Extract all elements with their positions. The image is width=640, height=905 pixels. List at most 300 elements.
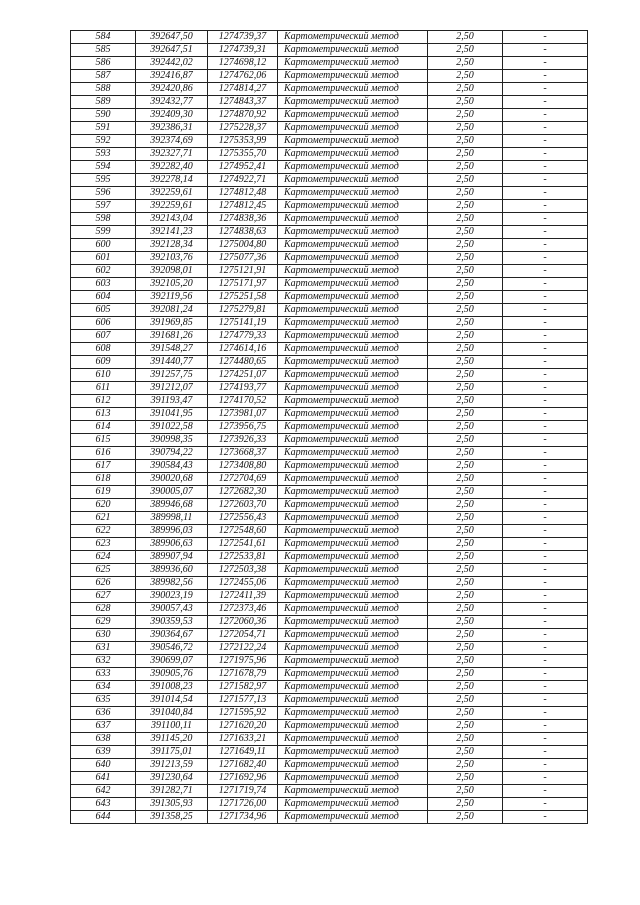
note-cell: -	[503, 239, 588, 252]
table-row	[71, 447, 588, 460]
note-cell: -	[503, 252, 588, 265]
y-coordinate-cell: 1271633,21	[208, 733, 278, 746]
method-cell: Картометрический метод	[278, 681, 428, 694]
point-number-cell: 599	[71, 226, 136, 239]
table-row	[71, 460, 588, 473]
method-cell: Картометрический метод	[278, 525, 428, 538]
x-coordinate-cell: 389907,94	[136, 551, 208, 564]
y-coordinate-cell: 1272122,24	[208, 642, 278, 655]
point-number-cell: 623	[71, 538, 136, 551]
table-row	[71, 200, 588, 213]
table-row	[71, 239, 588, 252]
y-coordinate-cell: 1272373,46	[208, 603, 278, 616]
x-coordinate-cell: 389998,11	[136, 512, 208, 525]
x-coordinate-cell: 392141,23	[136, 226, 208, 239]
y-coordinate-cell: 1272682,30	[208, 486, 278, 499]
table-row	[71, 343, 588, 356]
accuracy-cell: 2,50	[428, 304, 503, 317]
y-coordinate-cell: 1272541,61	[208, 538, 278, 551]
y-coordinate-cell: 1271649,11	[208, 746, 278, 759]
point-number-cell: 605	[71, 304, 136, 317]
x-coordinate-cell: 389946,68	[136, 499, 208, 512]
point-number-cell: 621	[71, 512, 136, 525]
point-number-cell: 644	[71, 811, 136, 824]
accuracy-cell: 2,50	[428, 421, 503, 434]
point-number-cell: 593	[71, 148, 136, 161]
note-cell: -	[503, 785, 588, 798]
point-number-cell: 587	[71, 70, 136, 83]
accuracy-cell: 2,50	[428, 772, 503, 785]
table-row	[71, 304, 588, 317]
method-cell: Картометрический метод	[278, 70, 428, 83]
table-row	[71, 629, 588, 642]
table-row	[71, 265, 588, 278]
note-cell: -	[503, 44, 588, 57]
accuracy-cell: 2,50	[428, 265, 503, 278]
x-coordinate-cell: 390699,07	[136, 655, 208, 668]
table-row	[71, 135, 588, 148]
y-coordinate-cell: 1274812,45	[208, 200, 278, 213]
point-number-cell: 607	[71, 330, 136, 343]
method-cell: Картометрический метод	[278, 278, 428, 291]
method-cell: Картометрический метод	[278, 486, 428, 499]
x-coordinate-cell: 391212,07	[136, 382, 208, 395]
note-cell: -	[503, 603, 588, 616]
x-coordinate-cell: 389906,63	[136, 538, 208, 551]
table-row	[71, 616, 588, 629]
y-coordinate-cell: 1271682,40	[208, 759, 278, 772]
accuracy-cell: 2,50	[428, 694, 503, 707]
table-row	[71, 382, 588, 395]
table-row	[71, 408, 588, 421]
point-number-cell: 584	[71, 31, 136, 44]
y-coordinate-cell: 1274193,77	[208, 382, 278, 395]
accuracy-cell: 2,50	[428, 278, 503, 291]
x-coordinate-cell: 391213,59	[136, 759, 208, 772]
accuracy-cell: 2,50	[428, 746, 503, 759]
method-cell: Картометрический метод	[278, 590, 428, 603]
method-cell: Картометрический метод	[278, 31, 428, 44]
accuracy-cell: 2,50	[428, 317, 503, 330]
point-number-cell: 614	[71, 421, 136, 434]
accuracy-cell: 2,50	[428, 330, 503, 343]
y-coordinate-cell: 1275171,97	[208, 278, 278, 291]
table-row	[71, 772, 588, 785]
method-cell: Картометрический метод	[278, 408, 428, 421]
x-coordinate-cell: 392409,30	[136, 109, 208, 122]
y-coordinate-cell: 1274779,33	[208, 330, 278, 343]
method-cell: Картометрический метод	[278, 265, 428, 278]
note-cell: -	[503, 213, 588, 226]
y-coordinate-cell: 1271582,97	[208, 681, 278, 694]
accuracy-cell: 2,50	[428, 460, 503, 473]
method-cell: Картометрический метод	[278, 252, 428, 265]
x-coordinate-cell: 391230,64	[136, 772, 208, 785]
accuracy-cell: 2,50	[428, 395, 503, 408]
table-row	[71, 421, 588, 434]
accuracy-cell: 2,50	[428, 655, 503, 668]
y-coordinate-cell: 1271595,92	[208, 707, 278, 720]
table-row	[71, 161, 588, 174]
y-coordinate-cell: 1273956,75	[208, 421, 278, 434]
accuracy-cell: 2,50	[428, 681, 503, 694]
x-coordinate-cell: 392103,76	[136, 252, 208, 265]
method-cell: Картометрический метод	[278, 720, 428, 733]
note-cell: -	[503, 200, 588, 213]
method-cell: Картометрический метод	[278, 811, 428, 824]
y-coordinate-cell: 1271692,96	[208, 772, 278, 785]
point-number-cell: 590	[71, 109, 136, 122]
accuracy-cell: 2,50	[428, 57, 503, 70]
x-coordinate-cell: 392128,34	[136, 239, 208, 252]
table-row	[71, 226, 588, 239]
x-coordinate-cell: 390023,19	[136, 590, 208, 603]
note-cell: -	[503, 421, 588, 434]
table-row	[71, 187, 588, 200]
method-cell: Картометрический метод	[278, 148, 428, 161]
method-cell: Картометрический метод	[278, 57, 428, 70]
y-coordinate-cell: 1274251,07	[208, 369, 278, 382]
note-cell: -	[503, 707, 588, 720]
method-cell: Картометрический метод	[278, 343, 428, 356]
accuracy-cell: 2,50	[428, 707, 503, 720]
method-cell: Картометрический метод	[278, 382, 428, 395]
note-cell: -	[503, 278, 588, 291]
method-cell: Картометрический метод	[278, 200, 428, 213]
method-cell: Картометрический метод	[278, 239, 428, 252]
x-coordinate-cell: 391305,93	[136, 798, 208, 811]
point-number-cell: 634	[71, 681, 136, 694]
accuracy-cell: 2,50	[428, 239, 503, 252]
table-row	[71, 31, 588, 44]
note-cell: -	[503, 447, 588, 460]
point-number-cell: 635	[71, 694, 136, 707]
note-cell: -	[503, 733, 588, 746]
accuracy-cell: 2,50	[428, 44, 503, 57]
method-cell: Картометрический метод	[278, 707, 428, 720]
table-row	[71, 577, 588, 590]
table-row	[71, 564, 588, 577]
x-coordinate-cell: 392442,02	[136, 57, 208, 70]
y-coordinate-cell: 1274480,65	[208, 356, 278, 369]
accuracy-cell: 2,50	[428, 486, 503, 499]
table-row	[71, 473, 588, 486]
table-row	[71, 603, 588, 616]
note-cell: -	[503, 642, 588, 655]
x-coordinate-cell: 392327,71	[136, 148, 208, 161]
y-coordinate-cell: 1274614,16	[208, 343, 278, 356]
note-cell: -	[503, 590, 588, 603]
x-coordinate-cell: 391041,95	[136, 408, 208, 421]
y-coordinate-cell: 1274814,27	[208, 83, 278, 96]
method-cell: Картометрический метод	[278, 291, 428, 304]
point-number-cell: 640	[71, 759, 136, 772]
point-number-cell: 637	[71, 720, 136, 733]
x-coordinate-cell: 391100,11	[136, 720, 208, 733]
table-row	[71, 655, 588, 668]
note-cell: -	[503, 83, 588, 96]
method-cell: Картометрический метод	[278, 759, 428, 772]
x-coordinate-cell: 390005,07	[136, 486, 208, 499]
point-number-cell: 613	[71, 408, 136, 421]
note-cell: -	[503, 356, 588, 369]
method-cell: Картометрический метод	[278, 746, 428, 759]
note-cell: -	[503, 31, 588, 44]
method-cell: Картометрический метод	[278, 213, 428, 226]
method-cell: Картометрический метод	[278, 109, 428, 122]
table-row	[71, 395, 588, 408]
x-coordinate-cell: 392098,01	[136, 265, 208, 278]
x-coordinate-cell: 392278,14	[136, 174, 208, 187]
point-number-cell: 639	[71, 746, 136, 759]
x-coordinate-cell: 392081,24	[136, 304, 208, 317]
note-cell: -	[503, 395, 588, 408]
method-cell: Картометрический метод	[278, 356, 428, 369]
accuracy-cell: 2,50	[428, 356, 503, 369]
table-row	[71, 642, 588, 655]
accuracy-cell: 2,50	[428, 590, 503, 603]
method-cell: Картометрический метод	[278, 330, 428, 343]
note-cell: -	[503, 369, 588, 382]
y-coordinate-cell: 1274870,92	[208, 109, 278, 122]
method-cell: Картометрический метод	[278, 772, 428, 785]
note-cell: -	[503, 434, 588, 447]
x-coordinate-cell: 390057,43	[136, 603, 208, 616]
accuracy-cell: 2,50	[428, 603, 503, 616]
note-cell: -	[503, 187, 588, 200]
y-coordinate-cell: 1272533,81	[208, 551, 278, 564]
accuracy-cell: 2,50	[428, 200, 503, 213]
note-cell: -	[503, 772, 588, 785]
table-row	[71, 499, 588, 512]
y-coordinate-cell: 1272060,36	[208, 616, 278, 629]
y-coordinate-cell: 1274762,06	[208, 70, 278, 83]
accuracy-cell: 2,50	[428, 213, 503, 226]
method-cell: Картометрический метод	[278, 161, 428, 174]
y-coordinate-cell: 1275355,70	[208, 148, 278, 161]
x-coordinate-cell: 390998,35	[136, 434, 208, 447]
x-coordinate-cell: 391969,85	[136, 317, 208, 330]
y-coordinate-cell: 1271678,79	[208, 668, 278, 681]
point-number-cell: 586	[71, 57, 136, 70]
note-cell: -	[503, 148, 588, 161]
note-cell: -	[503, 512, 588, 525]
note-cell: -	[503, 226, 588, 239]
method-cell: Картометрический метод	[278, 538, 428, 551]
note-cell: -	[503, 759, 588, 772]
x-coordinate-cell: 391358,25	[136, 811, 208, 824]
y-coordinate-cell: 1274812,48	[208, 187, 278, 200]
table-row	[71, 759, 588, 772]
point-number-cell: 624	[71, 551, 136, 564]
y-coordinate-cell: 1272411,39	[208, 590, 278, 603]
accuracy-cell: 2,50	[428, 720, 503, 733]
method-cell: Картометрический метод	[278, 44, 428, 57]
method-cell: Картометрический метод	[278, 642, 428, 655]
note-cell: -	[503, 161, 588, 174]
y-coordinate-cell: 1272455,06	[208, 577, 278, 590]
note-cell: -	[503, 265, 588, 278]
y-coordinate-cell: 1273408,80	[208, 460, 278, 473]
accuracy-cell: 2,50	[428, 343, 503, 356]
note-cell: -	[503, 460, 588, 473]
note-cell: -	[503, 122, 588, 135]
point-number-cell: 641	[71, 772, 136, 785]
method-cell: Картометрический метод	[278, 304, 428, 317]
x-coordinate-cell: 392143,04	[136, 213, 208, 226]
y-coordinate-cell: 1272503,38	[208, 564, 278, 577]
y-coordinate-cell: 1275004,80	[208, 239, 278, 252]
note-cell: -	[503, 486, 588, 499]
x-coordinate-cell: 389982,56	[136, 577, 208, 590]
method-cell: Картометрический метод	[278, 447, 428, 460]
method-cell: Картометрический метод	[278, 174, 428, 187]
table-row	[71, 681, 588, 694]
note-cell: -	[503, 304, 588, 317]
note-cell: -	[503, 525, 588, 538]
accuracy-cell: 2,50	[428, 447, 503, 460]
point-number-cell: 625	[71, 564, 136, 577]
table-row	[71, 590, 588, 603]
y-coordinate-cell: 1272603,70	[208, 499, 278, 512]
accuracy-cell: 2,50	[428, 96, 503, 109]
y-coordinate-cell: 1271719,74	[208, 785, 278, 798]
y-coordinate-cell: 1271734,96	[208, 811, 278, 824]
x-coordinate-cell: 390020,68	[136, 473, 208, 486]
table-row	[71, 57, 588, 70]
accuracy-cell: 2,50	[428, 148, 503, 161]
point-number-cell: 616	[71, 447, 136, 460]
table-row	[71, 213, 588, 226]
method-cell: Картометрический метод	[278, 577, 428, 590]
method-cell: Картометрический метод	[278, 226, 428, 239]
table-row	[71, 746, 588, 759]
x-coordinate-cell: 392105,20	[136, 278, 208, 291]
point-number-cell: 622	[71, 525, 136, 538]
table-row	[71, 252, 588, 265]
accuracy-cell: 2,50	[428, 122, 503, 135]
point-number-cell: 594	[71, 161, 136, 174]
table-row	[71, 668, 588, 681]
accuracy-cell: 2,50	[428, 525, 503, 538]
point-number-cell: 608	[71, 343, 136, 356]
note-cell: -	[503, 382, 588, 395]
y-coordinate-cell: 1271975,96	[208, 655, 278, 668]
y-coordinate-cell: 1272556,43	[208, 512, 278, 525]
note-cell: -	[503, 291, 588, 304]
y-coordinate-cell: 1271620,20	[208, 720, 278, 733]
method-cell: Картометрический метод	[278, 96, 428, 109]
point-number-cell: 638	[71, 733, 136, 746]
table-row	[71, 369, 588, 382]
table-row	[71, 733, 588, 746]
x-coordinate-cell: 391040,84	[136, 707, 208, 720]
accuracy-cell: 2,50	[428, 382, 503, 395]
y-coordinate-cell: 1271577,13	[208, 694, 278, 707]
x-coordinate-cell: 391022,58	[136, 421, 208, 434]
accuracy-cell: 2,50	[428, 252, 503, 265]
y-coordinate-cell: 1272054,71	[208, 629, 278, 642]
point-number-cell: 604	[71, 291, 136, 304]
point-number-cell: 643	[71, 798, 136, 811]
accuracy-cell: 2,50	[428, 733, 503, 746]
method-cell: Картометрический метод	[278, 460, 428, 473]
point-number-cell: 601	[71, 252, 136, 265]
point-number-cell: 592	[71, 135, 136, 148]
method-cell: Картометрический метод	[278, 616, 428, 629]
x-coordinate-cell: 389936,60	[136, 564, 208, 577]
point-number-cell: 610	[71, 369, 136, 382]
x-coordinate-cell: 391257,75	[136, 369, 208, 382]
method-cell: Картометрический метод	[278, 733, 428, 746]
x-coordinate-cell: 392647,51	[136, 44, 208, 57]
x-coordinate-cell: 391175,01	[136, 746, 208, 759]
point-number-cell: 596	[71, 187, 136, 200]
x-coordinate-cell: 391282,71	[136, 785, 208, 798]
note-cell: -	[503, 811, 588, 824]
note-cell: -	[503, 96, 588, 109]
note-cell: -	[503, 655, 588, 668]
point-number-cell: 598	[71, 213, 136, 226]
note-cell: -	[503, 57, 588, 70]
accuracy-cell: 2,50	[428, 577, 503, 590]
point-number-cell: 611	[71, 382, 136, 395]
method-cell: Картометрический метод	[278, 395, 428, 408]
method-cell: Картометрический метод	[278, 83, 428, 96]
accuracy-cell: 2,50	[428, 616, 503, 629]
table-row	[71, 122, 588, 135]
point-number-cell: 612	[71, 395, 136, 408]
accuracy-cell: 2,50	[428, 83, 503, 96]
x-coordinate-cell: 392259,61	[136, 187, 208, 200]
accuracy-cell: 2,50	[428, 811, 503, 824]
table-row	[71, 70, 588, 83]
point-number-cell: 600	[71, 239, 136, 252]
accuracy-cell: 2,50	[428, 499, 503, 512]
method-cell: Картометрический метод	[278, 564, 428, 577]
y-coordinate-cell: 1274952,41	[208, 161, 278, 174]
point-number-cell: 633	[71, 668, 136, 681]
table-row	[71, 694, 588, 707]
accuracy-cell: 2,50	[428, 291, 503, 304]
point-number-cell: 618	[71, 473, 136, 486]
method-cell: Картометрический метод	[278, 122, 428, 135]
table-row	[71, 174, 588, 187]
x-coordinate-cell: 392119,56	[136, 291, 208, 304]
table-row	[71, 551, 588, 564]
y-coordinate-cell: 1272548,60	[208, 525, 278, 538]
y-coordinate-cell: 1275279,81	[208, 304, 278, 317]
table-row	[71, 798, 588, 811]
y-coordinate-cell: 1274739,31	[208, 44, 278, 57]
table-row	[71, 525, 588, 538]
x-coordinate-cell: 392432,77	[136, 96, 208, 109]
table-row	[71, 109, 588, 122]
method-cell: Картометрический метод	[278, 655, 428, 668]
coordinates-table	[70, 30, 588, 824]
note-cell: -	[503, 343, 588, 356]
accuracy-cell: 2,50	[428, 564, 503, 577]
x-coordinate-cell: 392259,61	[136, 200, 208, 213]
point-number-cell: 602	[71, 265, 136, 278]
x-coordinate-cell: 391548,27	[136, 343, 208, 356]
y-coordinate-cell: 1273668,37	[208, 447, 278, 460]
note-cell: -	[503, 317, 588, 330]
table-row	[71, 356, 588, 369]
note-cell: -	[503, 668, 588, 681]
note-cell: -	[503, 746, 588, 759]
x-coordinate-cell: 392282,40	[136, 161, 208, 174]
